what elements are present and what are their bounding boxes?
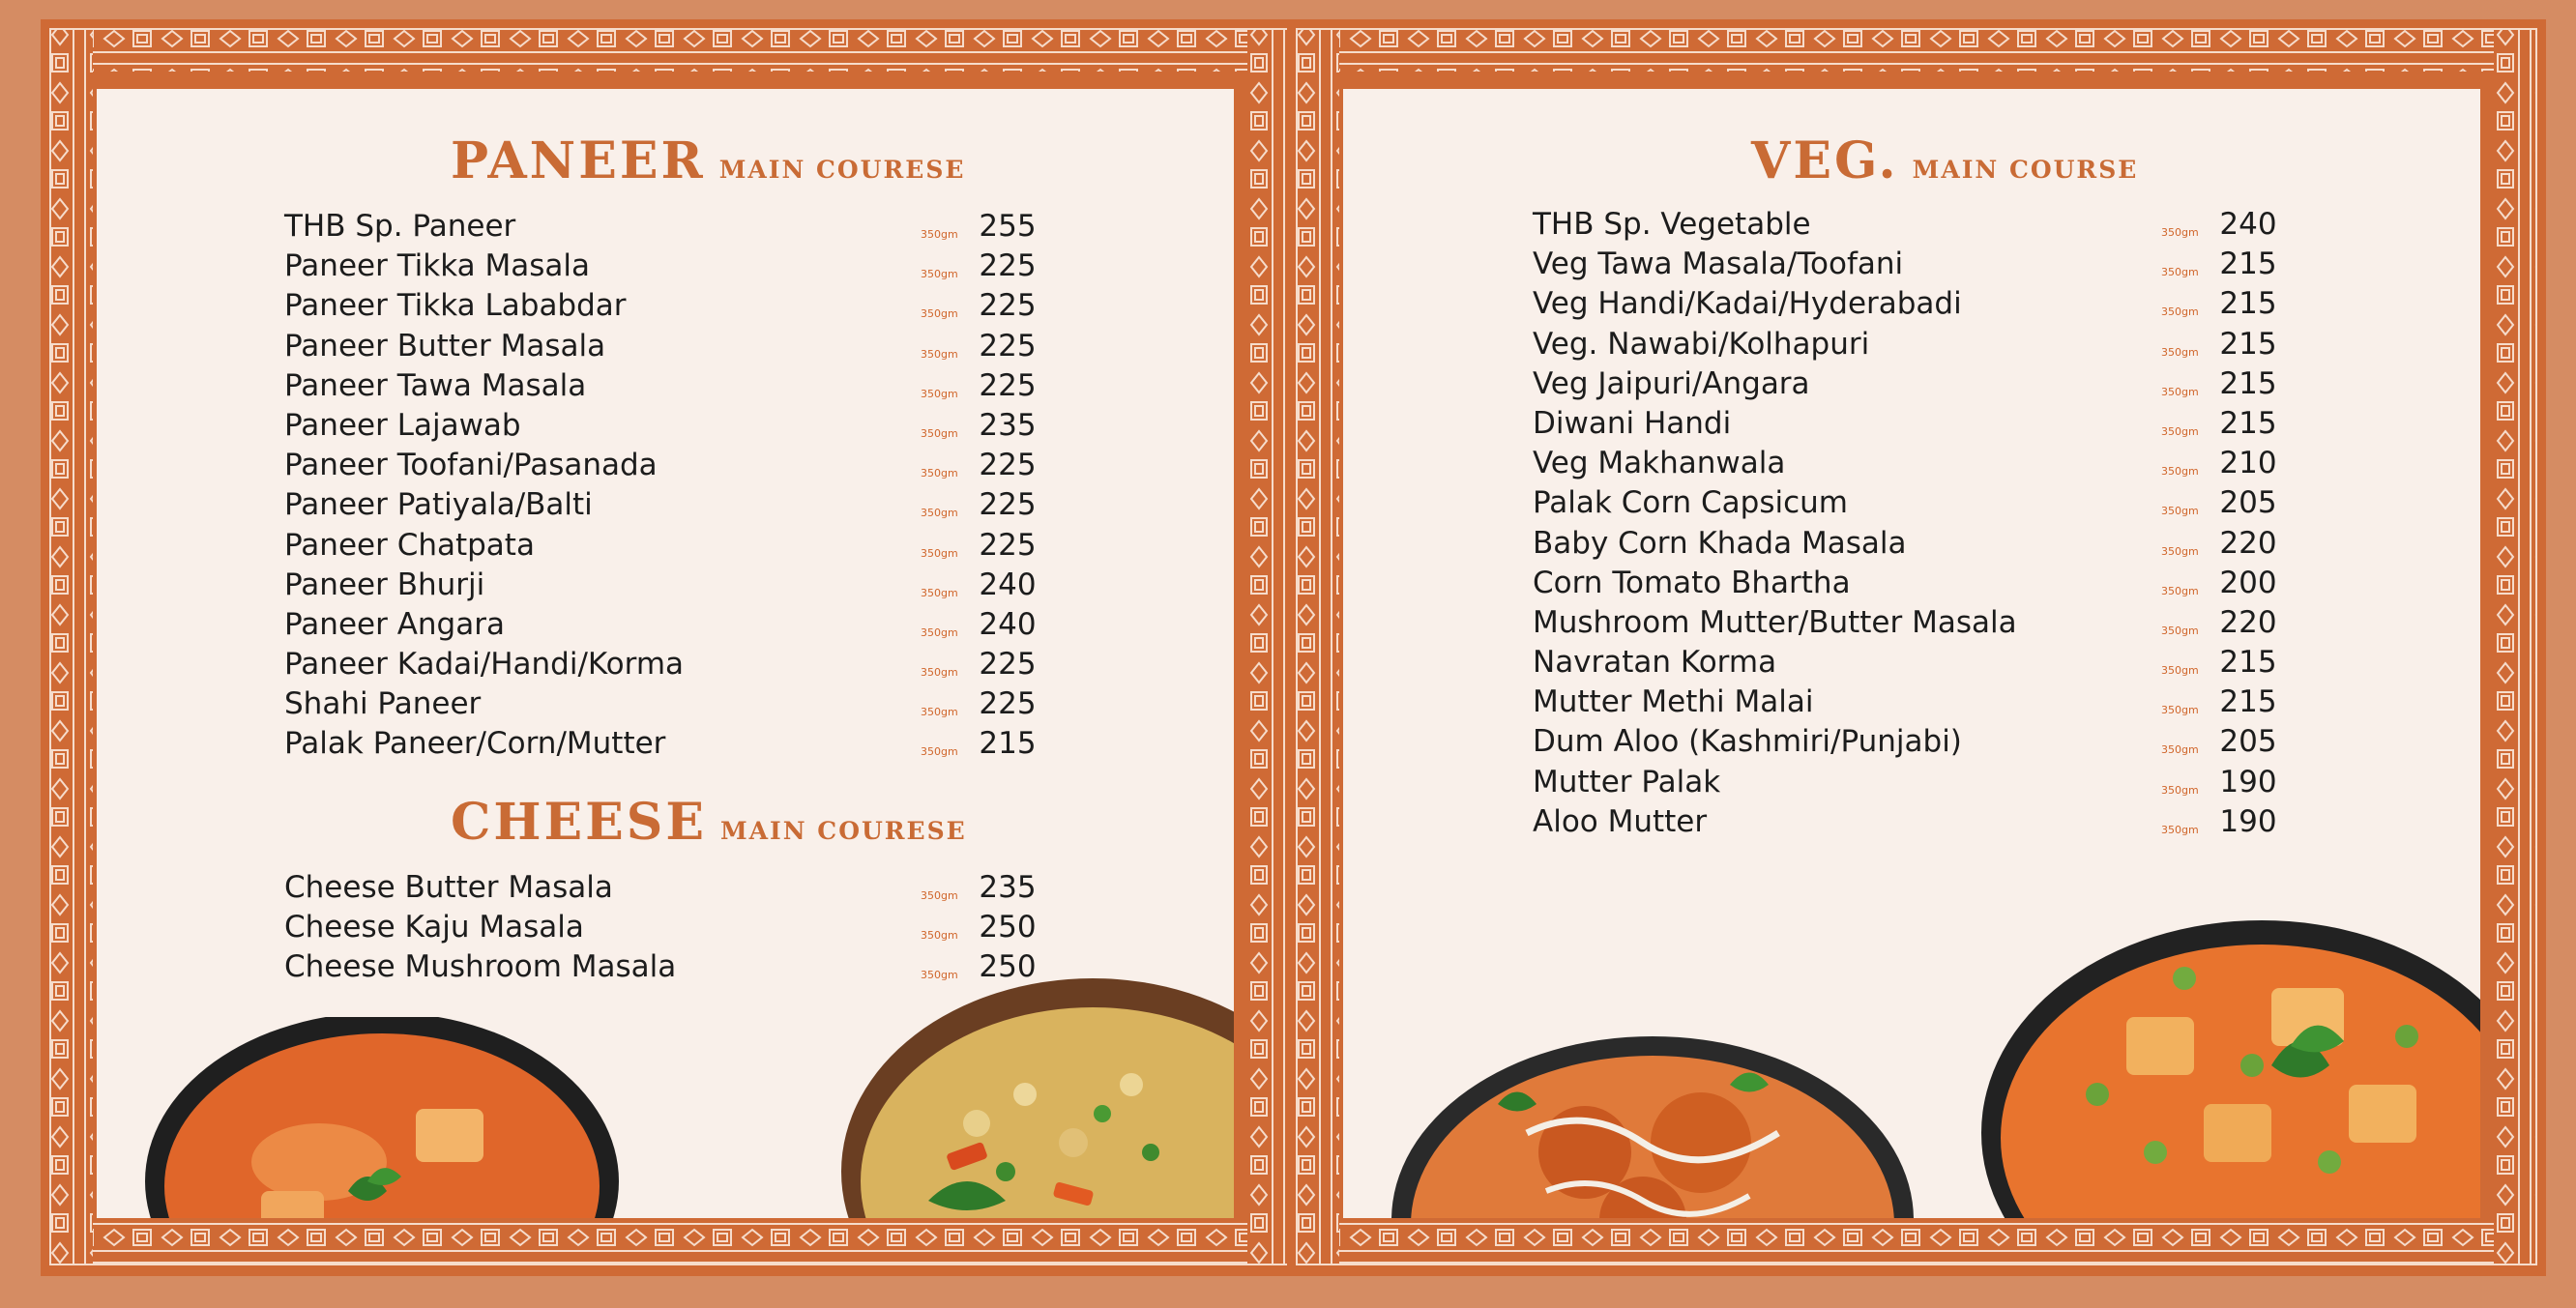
item-weight: 350gm — [921, 507, 958, 520]
item-price: 225 — [979, 248, 1037, 284]
menu-item — [284, 406, 1155, 446]
item-name: Corn Tomato Bhartha — [1533, 565, 1851, 600]
left-menu-page — [41, 19, 1300, 1276]
menu-item — [284, 605, 1155, 645]
item-price: 240 — [2219, 207, 2277, 242]
item-price: 235 — [979, 870, 1037, 905]
cheese-item-list — [284, 868, 1155, 988]
item-weight: 350gm — [2161, 505, 2199, 518]
item-name: Diwani Handi — [1533, 405, 1732, 441]
item-price: 215 — [979, 726, 1037, 762]
item-price: 250 — [979, 910, 1037, 945]
section-subtitle: MAIN COURESE — [718, 156, 966, 184]
item-weight: 350gm — [2161, 266, 2199, 279]
matar-paneer-bowl-image — [1962, 920, 2480, 1218]
item-weight: 350gm — [2161, 544, 2199, 558]
item-name: Mutter Palak — [1533, 764, 1721, 799]
item-name: Shahi Paneer — [284, 686, 482, 722]
menu-item — [284, 485, 1155, 525]
item-weight: 350gm — [2161, 385, 2199, 398]
item-name: Paneer Tikka Masala — [284, 248, 590, 284]
section-title: CHEESE — [451, 793, 707, 852]
item-name: Paneer Tikka Lababdar — [284, 288, 627, 324]
item-weight: 350gm — [2161, 584, 2199, 597]
item-price: 215 — [2219, 405, 2277, 441]
item-name: Paneer Angara — [284, 606, 505, 642]
item-weight: 350gm — [2161, 465, 2199, 479]
menu-item — [1533, 643, 2403, 683]
menu-item — [284, 247, 1155, 286]
item-price: 215 — [2219, 286, 2277, 322]
veg-item-list — [1533, 205, 2403, 842]
cheese-section-heading — [451, 793, 967, 852]
item-weight: 350gm — [921, 889, 958, 902]
item-weight: 350gm — [921, 625, 958, 639]
item-weight: 350gm — [2161, 345, 2199, 359]
menu-item — [1533, 802, 2403, 842]
item-name: THB Sp. Vegetable — [1533, 207, 1811, 242]
item-name: Veg Tawa Masala/Toofani — [1533, 247, 1904, 282]
item-weight: 350gm — [921, 666, 958, 680]
menu-item — [1533, 483, 2403, 523]
menu-item — [1533, 444, 2403, 483]
section-title: PANEER — [451, 131, 706, 190]
item-name: Mushroom Mutter/Butter Masala — [1533, 604, 2017, 640]
item-name: Cheese Butter Masala — [284, 870, 613, 905]
item-price: 205 — [2219, 724, 2277, 760]
left-menu-panel — [97, 89, 1234, 1218]
item-weight: 350gm — [921, 546, 958, 560]
item-price: 215 — [2219, 247, 2277, 282]
item-weight: 350gm — [2161, 305, 2199, 319]
item-price: 200 — [2219, 565, 2277, 600]
menu-item — [1533, 325, 2403, 364]
item-name: Dum Aloo (Kashmiri/Punjabi) — [1533, 724, 1962, 760]
menu-item — [1533, 683, 2403, 722]
item-name: Aloo Mutter — [1533, 803, 1708, 839]
item-weight: 350gm — [921, 347, 958, 361]
right-menu-panel — [1343, 89, 2480, 1218]
item-price: 190 — [2219, 764, 2277, 799]
item-price: 190 — [2219, 803, 2277, 839]
item-price: 250 — [979, 949, 1037, 985]
veg-section-heading — [1751, 131, 2138, 190]
item-weight: 350gm — [2161, 704, 2199, 717]
menu-item — [284, 566, 1155, 605]
menu-item — [284, 526, 1155, 566]
menu-item — [1533, 763, 2403, 802]
item-price: 225 — [979, 686, 1037, 722]
item-price: 215 — [2219, 684, 2277, 720]
paneer-bhurji-bowl-image — [832, 978, 1234, 1218]
item-name: Paneer Lajawab — [284, 407, 521, 443]
menu-item — [1533, 245, 2403, 284]
item-price: 225 — [979, 487, 1037, 523]
item-name: Baby Corn Khada Masala — [1533, 525, 1907, 561]
menu-item — [284, 366, 1155, 406]
item-weight: 350gm — [921, 586, 958, 599]
section-subtitle: MAIN COURESE — [719, 817, 967, 845]
item-weight: 350gm — [921, 706, 958, 719]
paneer-curry-bowl-image — [126, 1017, 638, 1218]
section-title: VEG. — [1751, 131, 1899, 190]
item-weight: 350gm — [921, 745, 958, 759]
item-price: 215 — [2219, 645, 2277, 681]
item-weight: 350gm — [921, 467, 958, 480]
item-name: Paneer Chatpata — [284, 527, 535, 563]
item-price: 205 — [2219, 485, 2277, 521]
item-name: Palak Corn Capsicum — [1533, 485, 1848, 521]
item-price: 240 — [979, 606, 1037, 642]
item-weight: 350gm — [921, 426, 958, 440]
menu-item — [1533, 603, 2403, 643]
item-weight: 350gm — [2161, 226, 2199, 239]
item-name: Paneer Toofani/Pasanada — [284, 448, 658, 483]
item-weight: 350gm — [921, 387, 958, 400]
item-name: Paneer Bhurji — [284, 567, 485, 602]
item-price: 210 — [2219, 446, 2277, 481]
item-weight: 350gm — [2161, 424, 2199, 438]
item-price: 225 — [979, 288, 1037, 324]
item-weight: 350gm — [2161, 664, 2199, 678]
item-price: 225 — [979, 328, 1037, 363]
item-name: Palak Paneer/Corn/Mutter — [284, 726, 666, 762]
menu-item — [1533, 284, 2403, 324]
menu-item — [284, 446, 1155, 485]
item-name: Cheese Kaju Masala — [284, 910, 584, 945]
menu-item — [1533, 722, 2403, 762]
item-price: 235 — [979, 407, 1037, 443]
menu-item — [284, 645, 1155, 684]
item-name: Veg Makhanwala — [1533, 446, 1786, 481]
paneer-section-heading — [451, 131, 965, 190]
menu-item — [284, 207, 1155, 247]
item-price: 225 — [979, 448, 1037, 483]
item-name: Mutter Methi Malai — [1533, 684, 1814, 720]
item-price: 215 — [2219, 326, 2277, 362]
item-weight: 350gm — [921, 929, 958, 943]
item-name: Paneer Kadai/Handi/Korma — [284, 647, 685, 683]
item-weight: 350gm — [2161, 624, 2199, 637]
item-name: Cheese Mushroom Masala — [284, 949, 677, 985]
item-name: Navratan Korma — [1533, 645, 1777, 681]
paneer-item-list — [284, 207, 1155, 765]
menu-item — [1533, 404, 2403, 444]
menu-item — [1533, 524, 2403, 564]
item-price: 255 — [979, 209, 1037, 244]
kofta-curry-bowl-image — [1382, 1027, 1923, 1218]
item-price: 225 — [979, 647, 1037, 683]
menu-item — [284, 327, 1155, 366]
section-subtitle: MAIN COURSE — [1912, 156, 2139, 184]
item-price: 225 — [979, 527, 1037, 563]
item-price: 215 — [2219, 365, 2277, 401]
item-name: Veg Jaipuri/Angara — [1533, 365, 1810, 401]
item-name: THB Sp. Paneer — [284, 209, 516, 244]
menu-item — [284, 724, 1155, 764]
menu-item — [284, 684, 1155, 724]
menu-item — [1533, 364, 2403, 404]
right-menu-page — [1287, 19, 2546, 1276]
item-weight: 350gm — [2161, 743, 2199, 757]
item-name: Veg. Nawabi/Kolhapuri — [1533, 326, 1870, 362]
item-price: 220 — [2219, 604, 2277, 640]
item-weight: 350gm — [2161, 823, 2199, 836]
menu-item — [284, 908, 1155, 947]
item-price: 225 — [979, 367, 1037, 403]
item-weight: 350gm — [921, 969, 958, 982]
item-price: 220 — [2219, 525, 2277, 561]
item-weight: 350gm — [2161, 783, 2199, 797]
menu-item — [1533, 205, 2403, 245]
item-name: Paneer Patiyala/Balti — [284, 487, 593, 523]
item-price: 240 — [979, 567, 1037, 602]
item-weight: 350gm — [921, 228, 958, 241]
item-name: Paneer Butter Masala — [284, 328, 606, 363]
menu-item — [284, 286, 1155, 326]
menu-item — [1533, 564, 2403, 603]
item-name: Veg Handi/Kadai/Hyderabadi — [1533, 286, 1962, 322]
menu-item — [284, 868, 1155, 908]
item-weight: 350gm — [921, 268, 958, 281]
item-weight: 350gm — [921, 307, 958, 321]
item-name: Paneer Tawa Masala — [284, 367, 587, 403]
